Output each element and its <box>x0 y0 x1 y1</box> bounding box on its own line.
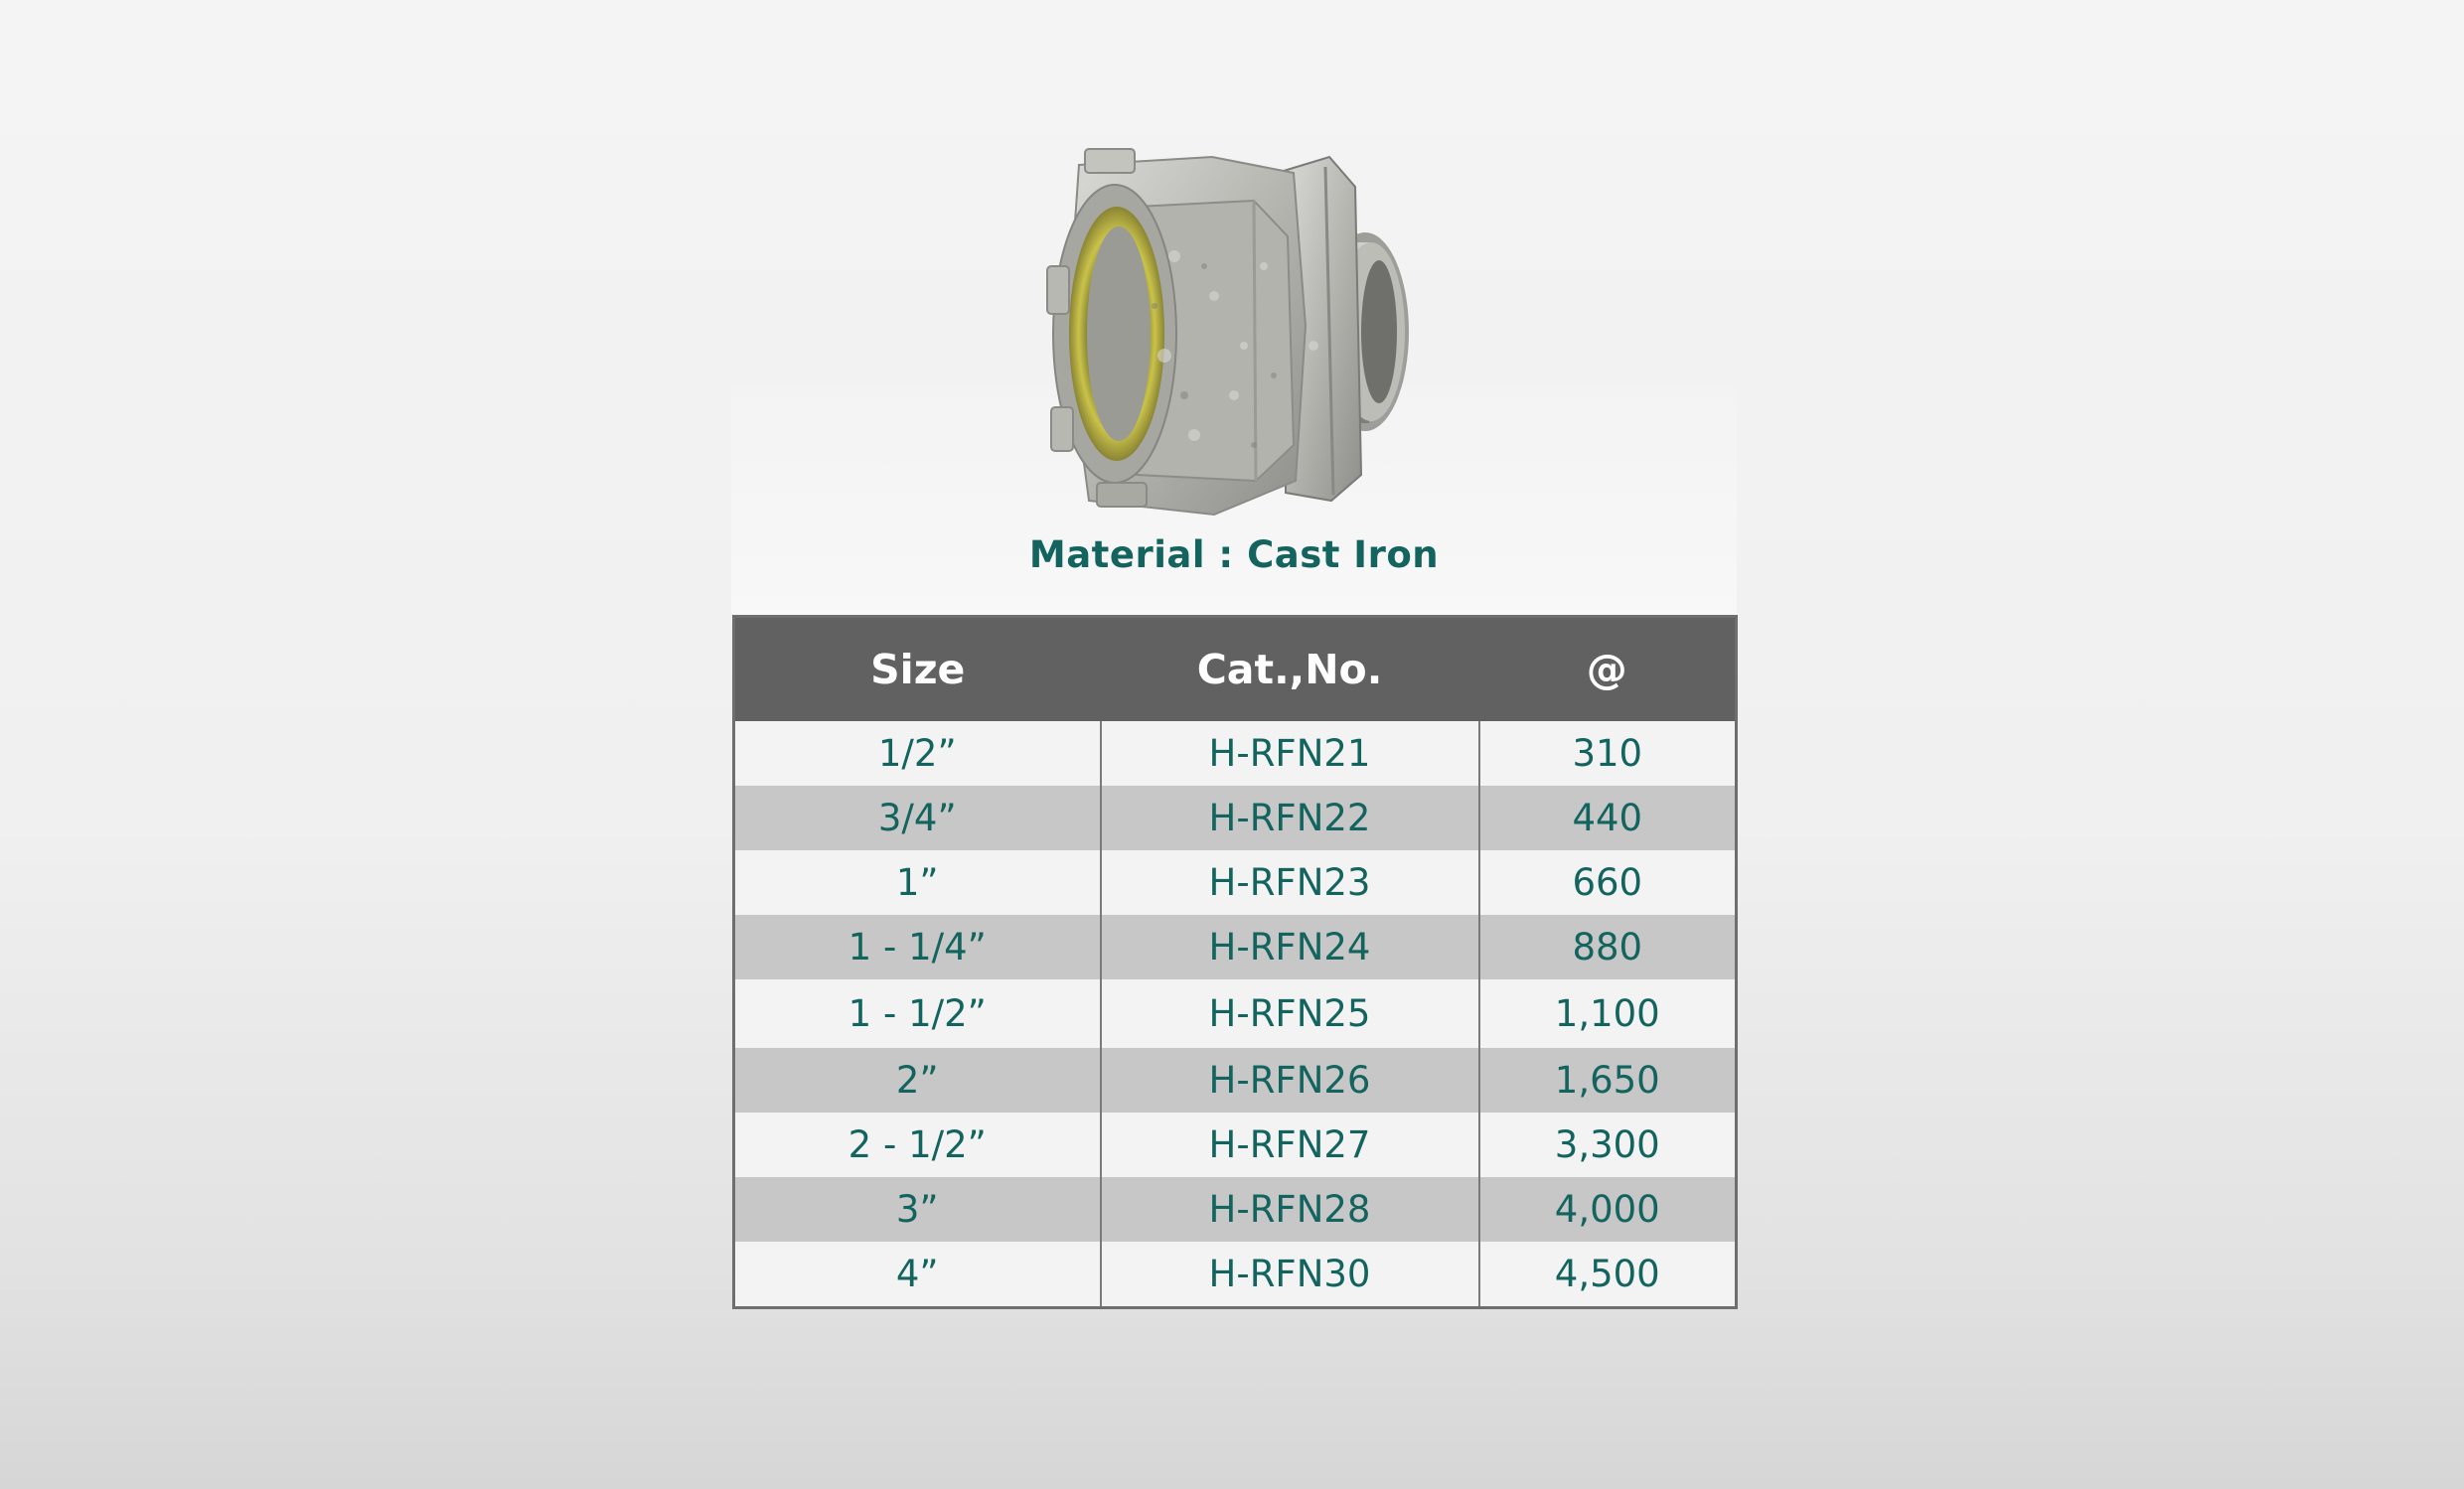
cell-size: 3” <box>734 1177 1101 1242</box>
table-row <box>734 1113 1737 1177</box>
table-row <box>734 1048 1737 1113</box>
cell-cat-no: H-RFN24 <box>1101 915 1479 979</box>
cell-price: 4,000 <box>1479 1177 1737 1242</box>
cell-size: 1/2” <box>734 721 1101 786</box>
header-size: Size <box>734 617 1101 722</box>
cell-size: 1 - 1/2” <box>734 979 1101 1048</box>
table-row <box>734 1177 1737 1242</box>
cell-price: 310 <box>1479 721 1737 786</box>
cell-price: 1,650 <box>1479 1048 1737 1113</box>
cell-size: 4” <box>734 1242 1101 1308</box>
header-price: @ <box>1479 617 1737 722</box>
cell-price: 660 <box>1479 850 1737 915</box>
material-caption: Material : Cast Iron <box>1028 533 1440 576</box>
table-row <box>734 915 1737 979</box>
table-header-row <box>734 617 1737 722</box>
header-cat-no: Cat.,No. <box>1101 617 1479 722</box>
cell-size: 2” <box>734 1048 1101 1113</box>
table-row <box>734 979 1737 1048</box>
conduit-connector-image <box>1045 147 1463 517</box>
cell-size: 3/4” <box>734 786 1101 850</box>
cell-price: 440 <box>1479 786 1737 850</box>
table-row <box>734 850 1737 915</box>
cell-size: 1” <box>734 850 1101 915</box>
cell-price: 3,300 <box>1479 1113 1737 1177</box>
cell-size: 2 - 1/2” <box>734 1113 1101 1177</box>
cell-price: 1,100 <box>1479 979 1737 1048</box>
cell-size: 1 - 1/4” <box>734 915 1101 979</box>
cell-cat-no: H-RFN23 <box>1101 850 1479 915</box>
spec-table <box>732 615 1738 1309</box>
table-row <box>734 1242 1737 1308</box>
cell-cat-no: H-RFN21 <box>1101 721 1479 786</box>
cell-price: 4,500 <box>1479 1242 1737 1308</box>
cell-cat-no: H-RFN26 <box>1101 1048 1479 1113</box>
cell-cat-no: H-RFN30 <box>1101 1242 1479 1308</box>
cell-cat-no: H-RFN28 <box>1101 1177 1479 1242</box>
cell-price: 880 <box>1479 915 1737 979</box>
cell-cat-no: H-RFN22 <box>1101 786 1479 850</box>
cell-cat-no: H-RFN25 <box>1101 979 1479 1048</box>
table-row <box>734 721 1737 786</box>
cell-cat-no: H-RFN27 <box>1101 1113 1479 1177</box>
table-row <box>734 786 1737 850</box>
